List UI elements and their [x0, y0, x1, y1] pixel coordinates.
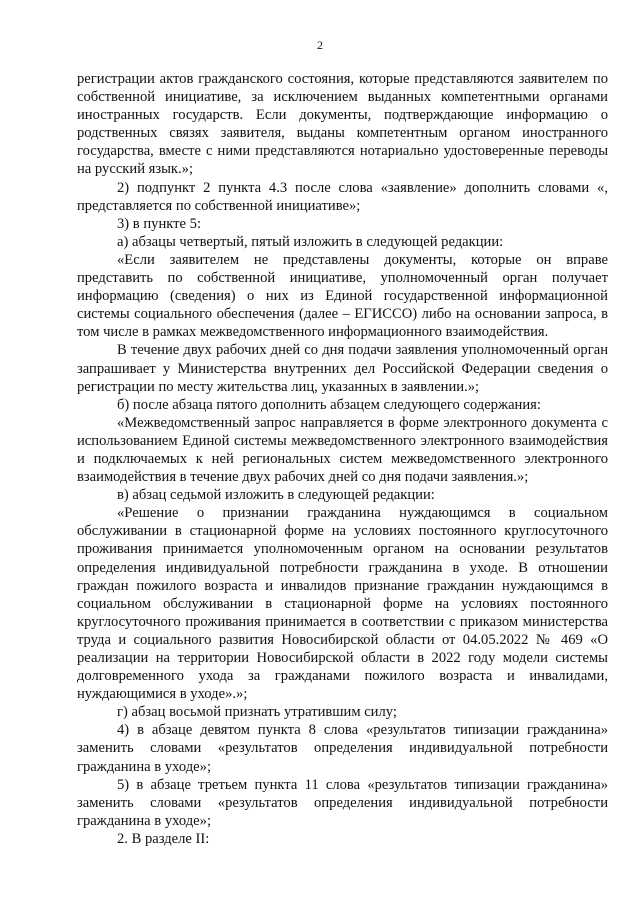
- paragraph-quote-interagency-request: «Межведомственный запрос направляется в форме электронного документа с использованием Единой системы межведомственного электронного взаимодействия и подключаемых к ней региональных систем межведомственного электронного взаимодействия в течение двух рабочих дней со дня подачи заявления.»;: [77, 414, 608, 486]
- paragraph-item-3: 3) в пункте 5:: [117, 215, 202, 232]
- paragraph-continuation: регистрации актов гражданского состояния, которые представляются заявителем по собственной инициативе, за исключением выданных компетентными органами иностранных государств. Если документы, подтверждающие информацию о родственных связях заявителя, выданы компетентным органом иностранного государства, вместе с ними представляются нотариально удостоверенные переводы на русский язык.»;: [77, 71, 608, 178]
- paragraph-subitem-a: а) абзацы четвертый, пятый изложить в следующей редакции:: [117, 233, 504, 250]
- paragraph-quote-egisso: «Если заявителем не представлены документы, которые он вправе представить по собственной инициативе, уполномоченный орган получает информацию (сведения) о них из Единой государственной информационной системы социального обеспечения (далее – ЕГИССО) либо на основании запроса, в том числе в рамках межведомственного информационного взаимодействия.: [77, 251, 608, 341]
- paragraph-item-2: 2) подпункт 2 пункта 4.3 после слова «заявление» дополнить словами «, представляется по собственной инициативе»;: [77, 179, 608, 214]
- paragraph-item-5: 5) в абзаце третьем пункта 11 слова «результатов типизации гражданина» заменить словами «результатов определения индивидуальной потребности гражданина в уходе»;: [77, 776, 608, 829]
- paragraph-subitem-b: б) после абзаца пятого дополнить абзацем следующего содержания:: [117, 396, 541, 413]
- paragraph-item-4: 4) в абзаце девятом пункта 8 слова «результатов типизации гражданина» заменить словами «результатов определения индивидуальной потребности гражданина в уходе»;: [77, 722, 608, 775]
- page-number: 2: [317, 38, 323, 52]
- document-body: [77, 70, 608, 848]
- paragraph-subitem-g: г) абзац восьмой признать утратившим силу;: [117, 704, 397, 721]
- paragraph-quote-decision: «Решение о признании гражданина нуждающимся в социальном обслуживании в стационарной форме на условиях постоянного круглосуточного проживания принимается уполномоченным органом на основании результатов определения индивидуальной потребности гражданина в уходе. В отношении граждан пожилого возраста и инвалидов признание гражданин нуждающимся в социальном обслуживании в стационарной форме на условиях постоянного круглосуточного проживания принимается в соответствии с приказом министерства труда и социального развития Новосибирской области от 04.05.2022 № 469 «О реализации на территории Новосибирской области в 2022 году модели системы долговременного ухода за гражданами пожилого возраста и инвалидами, нуждающимися в уходе».»;: [77, 505, 608, 703]
- paragraph-subitem-v: в) абзац седьмой изложить в следующей редакции:: [117, 487, 435, 504]
- paragraph-quote-mvd-request: В течение двух рабочих дней со дня подачи заявления уполномоченный орган запрашивает у Министерства внутренних дел Российской Федерации сведения о регистрации по месту жительства лиц, указанных в заявлении.»;: [77, 342, 608, 395]
- paragraph-section-2: 2. В разделе II:: [117, 830, 210, 847]
